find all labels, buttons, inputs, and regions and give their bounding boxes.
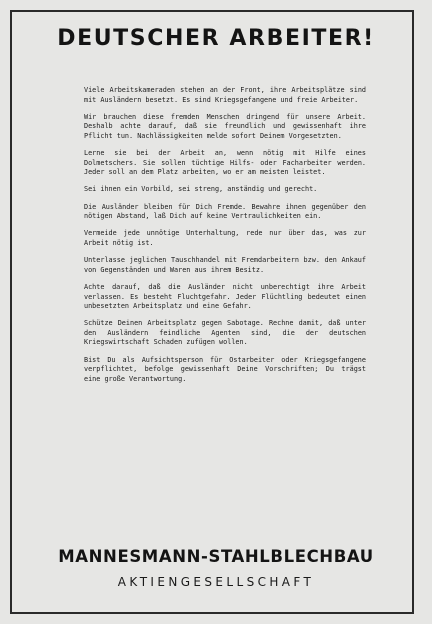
company-type: AKTIENGESELLSCHAFT: [117, 575, 315, 589]
paragraph-3: Lerne sie bei der Arbeit an, wenn nötig mit Hilfe eines Dolmetschers. Sie sollen tüchtige Hilfs- oder Facharbeiter werden. Jeder soll an dem Platz arbeiten, wo er am meisten leistet.: [84, 149, 366, 177]
paragraph-8: Achte darauf, daß die Ausländer nicht unberechtigt ihre Arbeit verlassen. Es besteht Fluchtgefahr. Jeder Flüchtling bedeutet einen unbesetzten Arbeitsplatz und eine Gefahr.: [84, 283, 366, 311]
company-name: MANNESMANN-STAHLBLECHBAU: [58, 547, 374, 566]
paragraph-5: Die Ausländer bleiben für Dich Fremde. Bewahre ihnen gegenüber den nötigen Abstand, laß Dich auf keine Vertraulichkeiten ein.: [84, 202, 366, 221]
paragraph-10: Bist Du als Aufsichtsperson für Ostarbeiter oder Kriegsgefangene verpflichtet, befolge gewissenhaft Deine Vorschriften; Du trägst eine große Verantwortung.: [84, 355, 366, 383]
paragraph-1: Viele Arbeitskameraden stehen an der Front, ihre Arbeitsplätze sind mit Ausländern besetzt. Es sind Kriegsgefangene und freie Arbeiter.: [84, 86, 366, 104]
paragraph-6: Vermeide jede unnötige Unterhaltung, rede nur über das, was zur Arbeit nötig ist.: [84, 229, 366, 247]
paragraph-2: Wir brauchen diese fremden Menschen dringend für unsere Arbeit. Deshalb achte darauf, daß sie freundlich und gewissenhaft ihre Pflicht tun. Nachlässigkeiten melde sofort Deinem Vorgesetzten.: [84, 112, 366, 140]
poster-headline: DEUTSCHER ARBEITER!: [57, 26, 375, 51]
paragraph-9: Schütze Deinen Arbeitsplatz gegen Sabotage. Rechne damit, daß unter den Ausländern feindliche Agenten sind, die der deutschen Kriegswirtschaft Schaden zufügen wollen.: [84, 319, 366, 347]
paragraph-4: Sei ihnen ein Vorbild, sei streng, anständig und gerecht.: [84, 185, 318, 194]
poster-body: [84, 86, 366, 392]
paragraph-7: Unterlasse jeglichen Tauschhandel mit Fremdarbeitern bzw. den Ankauf von Gegenständen und Waren aus ihrem Besitz.: [84, 256, 366, 274]
